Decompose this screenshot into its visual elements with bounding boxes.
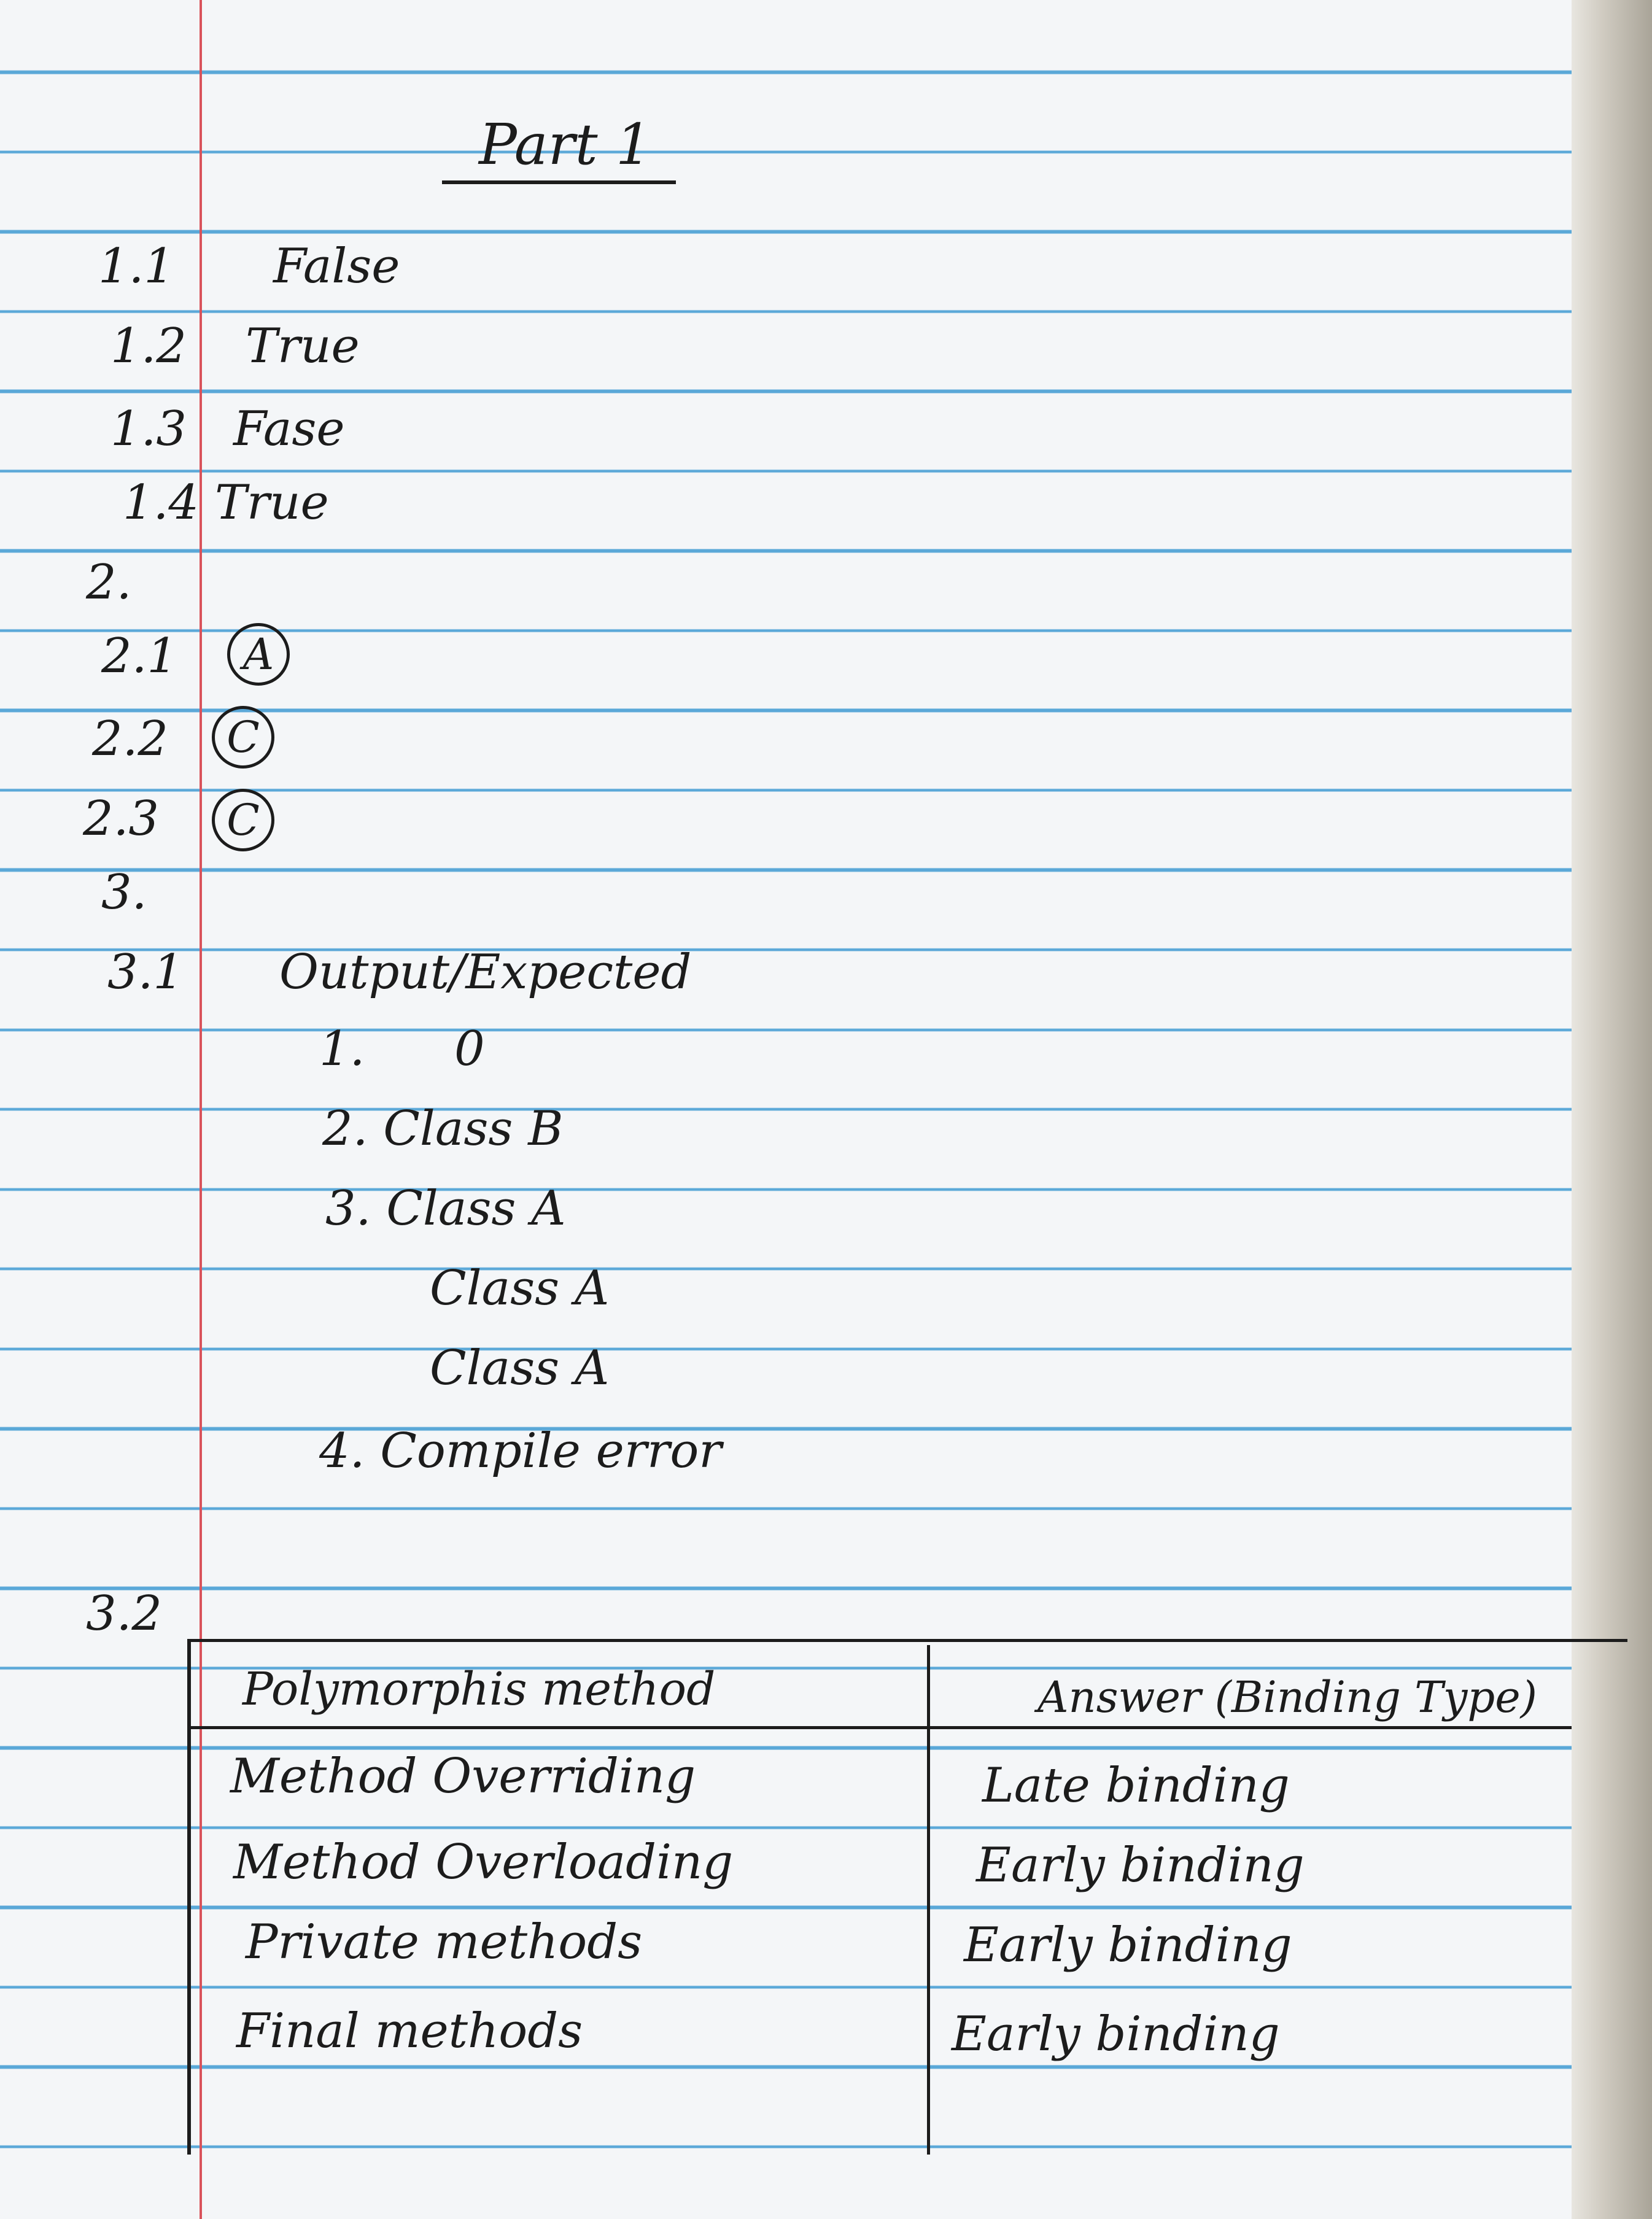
q1-2-num: 1.2 <box>111 319 187 374</box>
q1-4-answer: True <box>215 475 329 530</box>
q3-1-num: 3.1 <box>107 945 184 1000</box>
table-cell: Private methods <box>246 1915 643 1970</box>
q2-label: 2. <box>86 555 132 610</box>
q3-1-line: 2. Class B <box>322 1101 564 1156</box>
q3-1-line: Class A <box>430 1261 610 1316</box>
q3-1-line: 0 <box>454 1021 485 1077</box>
q1-3-num: 1.3 <box>111 401 187 457</box>
q1-4-num: 1.4 <box>123 475 200 530</box>
table-header-divider <box>190 1726 1572 1729</box>
q1-1-answer: False <box>273 239 400 294</box>
table-cell: Final methods <box>236 2004 583 2059</box>
q3-1-heading: Output/Expected <box>279 945 692 1000</box>
table-cell: Method Overriding <box>230 1749 696 1804</box>
q1-1-num: 1.1 <box>98 239 175 294</box>
q3-2-num: 3.2 <box>86 1586 163 1641</box>
table-cell: Method Overloading <box>233 1835 734 1890</box>
q2-1-num: 2.1 <box>101 629 178 684</box>
table-column-divider <box>927 1645 930 2155</box>
q1-2-answer: True <box>246 319 360 374</box>
q2-2-answer: C <box>212 706 274 769</box>
q3-1-line: 4. Compile error <box>319 1423 722 1479</box>
q2-1-answer: A <box>227 623 290 686</box>
q3-1-line: Class A <box>430 1341 610 1396</box>
table-header: Answer (Binding Type) <box>1037 1672 1537 1722</box>
q1-3-answer: Fase <box>233 401 345 457</box>
q2-2-num: 2.2 <box>92 711 169 767</box>
q3-label: 3. <box>101 865 147 920</box>
table-cell: Early binding <box>976 1838 1305 1893</box>
q3-1-line: 1. <box>319 1021 365 1077</box>
page-title: Part 1 <box>442 117 676 184</box>
table-cell: Early binding <box>952 2007 1280 2062</box>
table-cell: Early binding <box>964 1918 1292 1973</box>
table-header: Polymorphis method <box>242 1663 716 1716</box>
q2-3-num: 2.3 <box>83 791 160 846</box>
q3-1-line: 3. Class A <box>325 1181 566 1236</box>
q2-3-answer: C <box>212 789 274 851</box>
table-cell: Late binding <box>982 1758 1290 1813</box>
